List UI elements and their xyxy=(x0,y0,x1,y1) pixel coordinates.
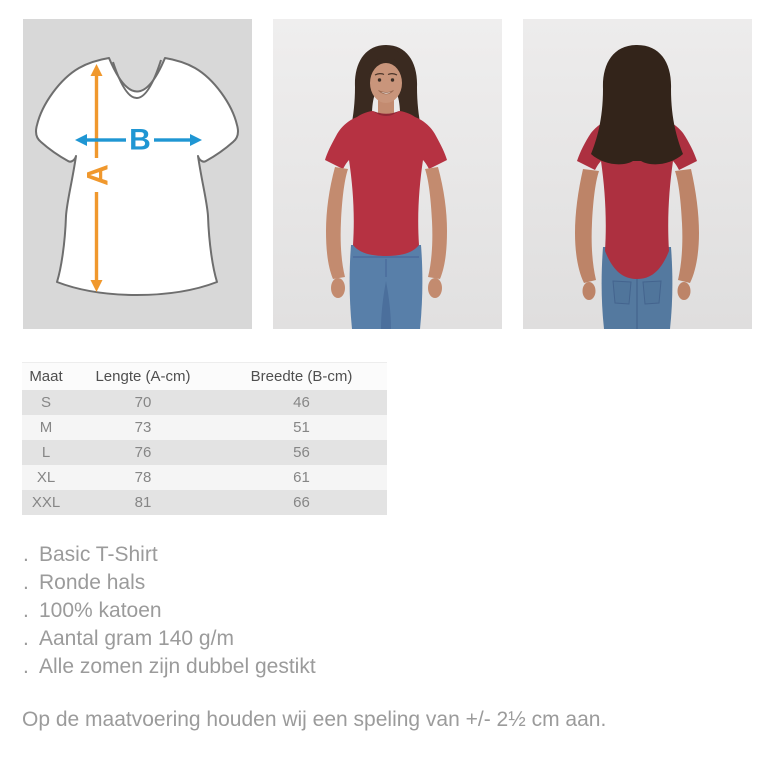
width-label: B xyxy=(129,123,151,157)
size-diagram-image xyxy=(23,19,252,329)
sizing-note: Op de maatvoering houden wij een speling van +/- 2½ cm aan. xyxy=(22,708,607,731)
feature-item xyxy=(23,541,316,569)
length-cell: 81 xyxy=(70,490,216,515)
size-cell: XL xyxy=(22,465,70,490)
length-cell: 78 xyxy=(70,465,216,490)
jeans xyxy=(350,245,423,329)
feature-item xyxy=(23,569,316,597)
back-photo-image xyxy=(523,19,752,329)
size-cell: M xyxy=(22,415,70,440)
feature-text: Alle zomen zijn dubbel gestikt xyxy=(39,655,316,678)
size-cell: XXL xyxy=(22,490,70,515)
eye-right xyxy=(391,78,394,81)
tshirt-measure-diagram-icon xyxy=(23,19,252,329)
length-label: A xyxy=(81,164,115,186)
size-cell: L xyxy=(22,440,70,465)
feature-item xyxy=(23,625,316,653)
model-front-illustration xyxy=(273,19,502,329)
eye-left xyxy=(378,78,381,81)
bullet: . xyxy=(23,543,29,566)
model-back-illustration xyxy=(523,19,752,329)
size-table xyxy=(22,362,387,515)
table-row xyxy=(22,390,387,415)
column-header-maat: Maat xyxy=(22,363,70,391)
bullet: . xyxy=(23,627,29,650)
feature-text: Basic T-Shirt xyxy=(39,543,158,566)
column-header-lengte: Lengte (A-cm) xyxy=(70,363,216,391)
size-cell: S xyxy=(22,390,70,415)
length-cell: 73 xyxy=(70,415,216,440)
feature-text: 100% katoen xyxy=(39,599,162,622)
feature-item xyxy=(23,653,316,681)
column-header-breedte: Breedte (B-cm) xyxy=(216,363,387,391)
length-cell: 70 xyxy=(70,390,216,415)
width-cell: 66 xyxy=(216,490,387,515)
front-photo-image xyxy=(273,19,502,329)
features-list xyxy=(23,541,316,681)
face xyxy=(370,63,402,103)
width-cell: 56 xyxy=(216,440,387,465)
table-header-row xyxy=(22,363,387,391)
feature-item xyxy=(23,597,316,625)
feature-text: Aantal gram 140 g/m xyxy=(39,627,234,650)
product-images-row xyxy=(23,19,752,329)
width-cell: 51 xyxy=(216,415,387,440)
width-cell: 61 xyxy=(216,465,387,490)
table-row xyxy=(22,490,387,515)
width-cell: 46 xyxy=(216,390,387,415)
length-cell: 76 xyxy=(70,440,216,465)
bullet: . xyxy=(23,599,29,622)
table-row xyxy=(22,440,387,465)
feature-text: Ronde hals xyxy=(39,571,146,594)
bullet: . xyxy=(23,571,29,594)
table-row xyxy=(22,465,387,490)
bullet: . xyxy=(23,655,29,678)
table-row xyxy=(22,415,387,440)
